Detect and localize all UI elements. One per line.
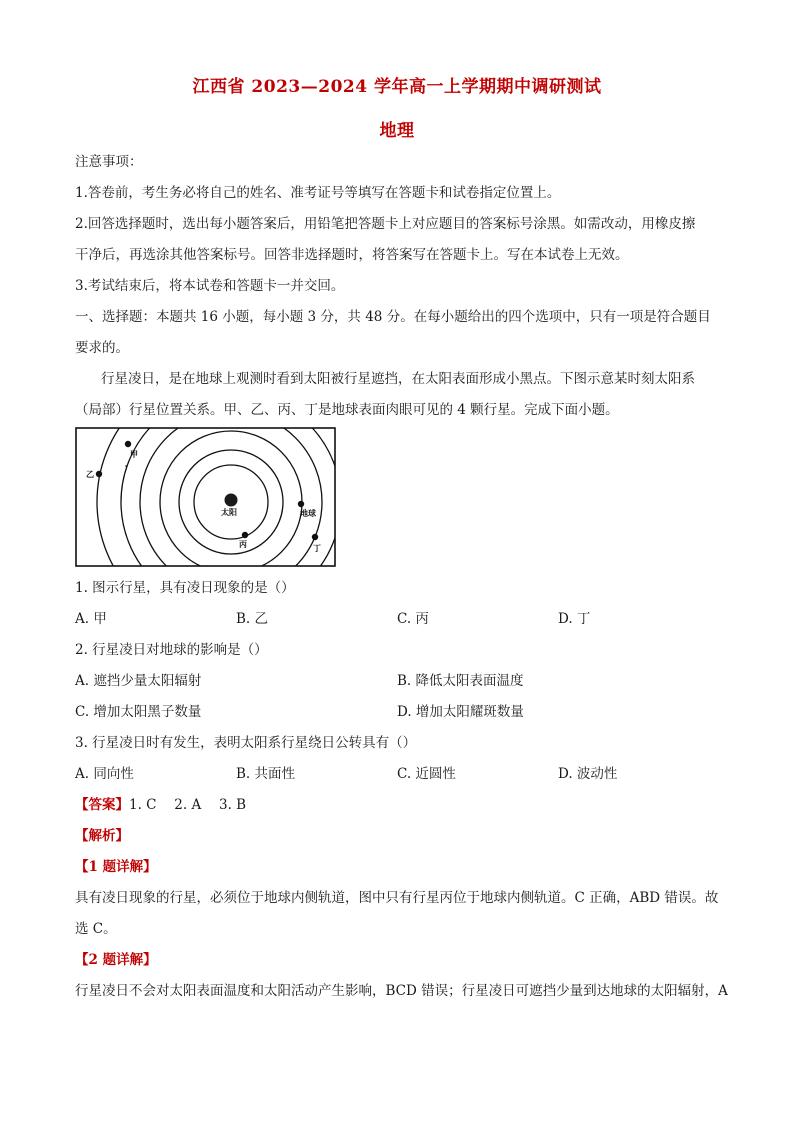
- ding-label: 丁: [313, 544, 321, 553]
- q1-option-d: D. 丁: [558, 611, 591, 627]
- stem-text: 行星凌日，是在地球上观测时看到太阳被行星遮挡，在太阳表面形成小黑点。下图示意某时刻太阳系: [101, 371, 695, 387]
- q1-analysis-text: 具有凌日现象的行星，必须位于地球内侧轨道，图中只有行星丙位于地球内侧轨道。C 正确，ABD 错误。故: [75, 890, 719, 906]
- notes-heading: 注意事项：: [75, 154, 143, 170]
- sun-label: 太阳: [221, 508, 237, 517]
- jia-dot: [125, 441, 131, 447]
- answer-row: [75, 795, 735, 815]
- q2-option-a: A. 遮挡少量太阳辐射: [75, 673, 202, 689]
- q3-option-b: B. 共面性: [236, 766, 296, 782]
- question-2-stem: 2. 行星凌日对地球的影响是（）: [75, 642, 268, 658]
- note-item-1: 1.答卷前，考生务必将自己的姓名、准考证号等填写在答题卡和试卷指定位置上。: [75, 185, 561, 201]
- q2-option-c: C. 增加太阳黑子数量: [75, 704, 202, 720]
- q1-option-c: C. 丙: [397, 611, 429, 627]
- bing-dot: [242, 532, 248, 538]
- q1-analysis-text-cont: 选 C。: [75, 921, 117, 937]
- q2-analysis-label: 【2 题详解】: [75, 952, 157, 968]
- answer-values: 1. C 2. A 3. B: [129, 797, 247, 813]
- earth-label: 地球: [300, 509, 316, 518]
- section-heading-cont: 要求的。: [75, 340, 129, 356]
- earth-dot: [298, 501, 304, 507]
- q1-option-a: A. 甲: [75, 611, 107, 627]
- orbit-diagram: [75, 427, 336, 567]
- q3-option-d: D. 波动性: [558, 766, 618, 782]
- jia-marker-dot: [125, 465, 127, 467]
- answer-label: 【答案】: [75, 797, 129, 813]
- q1-analysis-label: 【1 题详解】: [75, 859, 157, 875]
- note-item-2: 2.回答选择题时，选出每小题答案后，用铅笔把答题卡上对应题目的答案标号涂黑。如需改动，用橡皮擦: [75, 216, 696, 232]
- ding-dot: [312, 534, 318, 540]
- q3-option-c: C. 近圆性: [397, 766, 456, 782]
- question-3-stem: 3. 行星凌日时有发生，表明太阳系行星绕日公转具有（）: [75, 735, 417, 751]
- question-1-stem: 1. 图示行星，具有凌日现象的是（）: [75, 580, 295, 596]
- sun-icon: [225, 494, 238, 507]
- yi-label: 乙: [86, 470, 94, 479]
- jia-label: 甲: [130, 450, 138, 459]
- q2-analysis-text: 行星凌日不会对太阳表面温度和太阳活动产生影响，BCD 错误；行星凌日可遮挡少量到达地球的太阳辐射，A: [75, 983, 728, 999]
- q2-option-b: B. 降低太阳表面温度: [397, 673, 524, 689]
- q3-option-a: A. 同向性: [75, 766, 134, 782]
- note-item-2-cont: 干净后，再选涂其他答案标号。回答非选择题时，将答案写在答题卡上。写在本试卷上无效。: [75, 247, 629, 263]
- solar-system-figure: [75, 427, 336, 567]
- bing-label: 丙: [239, 540, 247, 549]
- figure-frame: [76, 428, 335, 566]
- yi-dot: [96, 471, 102, 477]
- analysis-label: 【解析】: [75, 828, 129, 844]
- stem-text-cont: （局部）行星位置关系。甲、乙、丙、丁是地球表面肉眼可见的 4 颗行星。完成下面小题。: [75, 402, 619, 418]
- note-item-3: 3.考试结束后，将本试卷和答题卡一并交回。: [75, 278, 345, 294]
- section-heading: 一、选择题：本题共 16 小题，每小题 3 分，共 48 分。在每小题给出的四个选项中，只有一项是符合题目: [75, 309, 711, 325]
- subject-title: 地理: [379, 121, 415, 141]
- q2-option-d: D. 增加太阳耀斑数量: [397, 704, 524, 720]
- exam-title: 江西省 2023—2024 学年高一上学期期中调研测试: [192, 77, 602, 97]
- q1-option-b: B. 乙: [236, 611, 269, 627]
